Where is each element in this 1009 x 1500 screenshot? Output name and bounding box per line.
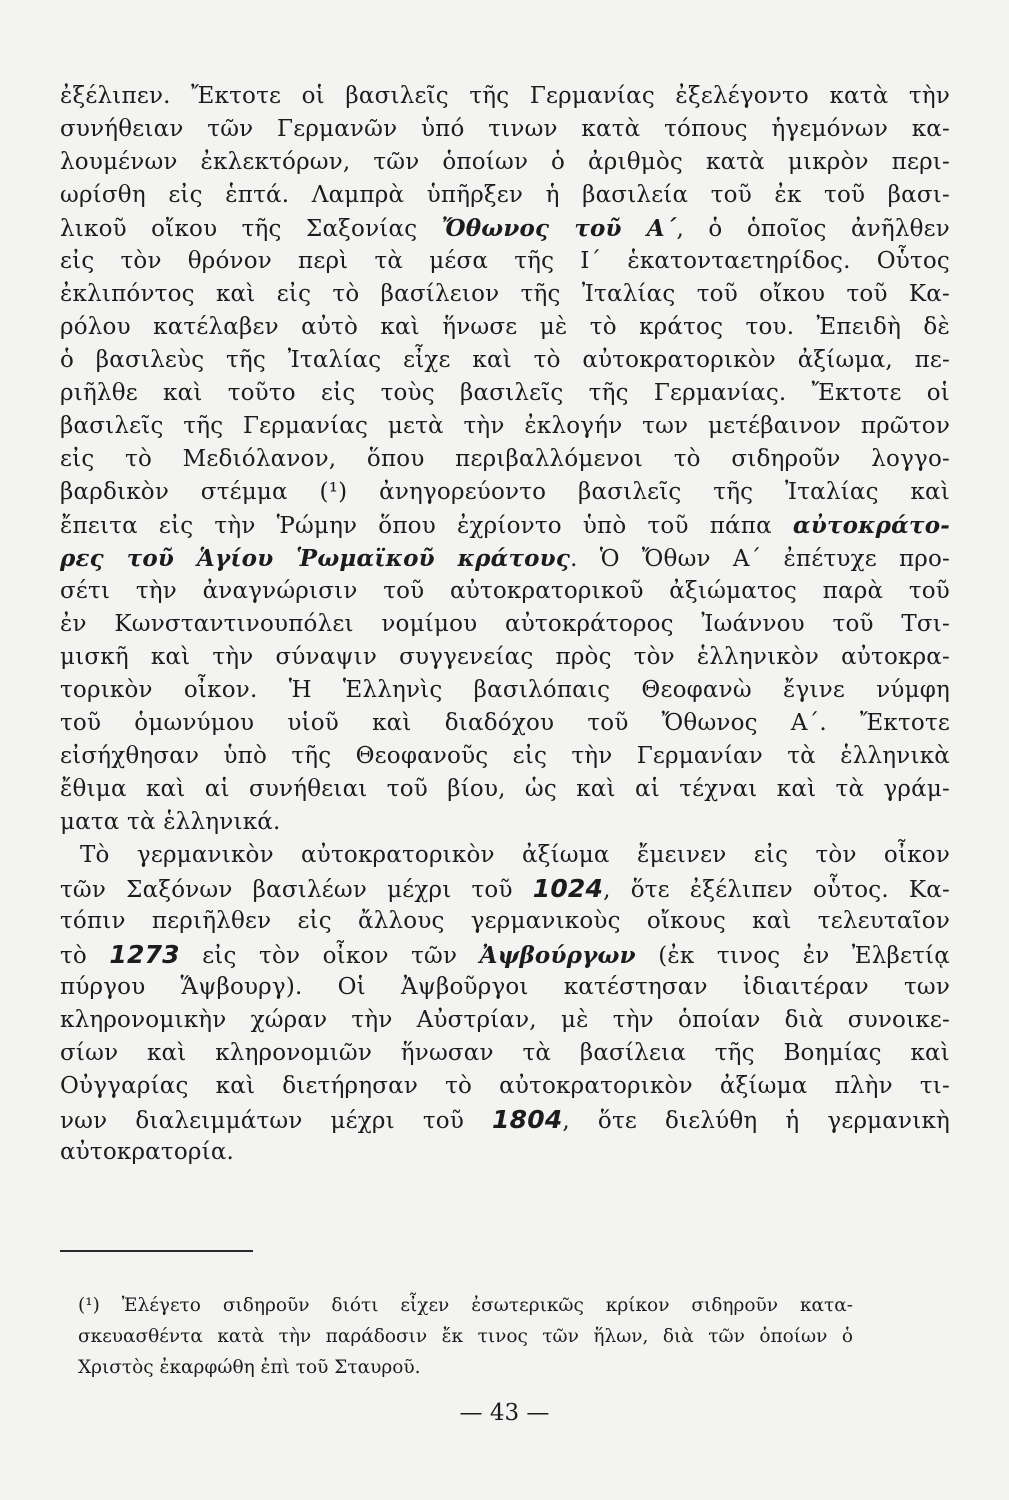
- text-segment: νων διαλειμμάτων μέχρι τοῦ: [60, 1108, 493, 1134]
- text-line: ὁ βασιλεὺς τῆς Ἰταλίας εἶχε καὶ τὸ αὐτοκρατορικὸν ἀξίωμα, πε-: [60, 347, 950, 373]
- main-text: [60, 80, 950, 1169]
- emphasis-emperors: αὐτοκράτο-: [792, 512, 950, 539]
- text-segment: τῶν Σαξόνων βασιλέων μέχρι τοῦ: [60, 877, 533, 903]
- text-segment: εἰς τὸν οἶκον τῶν: [179, 943, 480, 969]
- text-line: ἐν Κωνσταντινουπόλει νομίμου αὐτοκράτορος Ἰωάννου τοῦ Τσι-: [60, 611, 950, 637]
- text-line: πύργου Ἅψβουργ). Οἱ Ἀψβοῦργοι κατέστησαν ἰδιαιτέραν των: [60, 974, 950, 1000]
- text-line: [60, 1103, 950, 1136]
- text-line: βασιλεῖς τῆς Γερμανίας μετὰ τὴν ἐκλογήν των μετέβαινον πρῶτον: [60, 413, 950, 439]
- emphasis-holy-roman-empire: ρες τοῦ Ἁγίου Ῥωμαϊκοῦ κράτους: [60, 545, 571, 572]
- text-line: τοῦ ὁμωνύμου υἱοῦ καὶ διαδόχου τοῦ Ὄθωνος Α΄. Ἔκτοτε: [60, 710, 950, 736]
- emphasis-otto-i: Ὄθωνος τοῦ Α΄: [441, 215, 677, 242]
- text-segment: , ὅτε ἐξέλιπεν οὗτος. Κα-: [603, 877, 950, 903]
- text-line: ἐκλιπόντος καὶ εἰς τὸ βασίλειον τῆς Ἰταλίας τοῦ οἴκου τοῦ Κα-: [60, 281, 950, 307]
- text-line: λουμένων ἐκλεκτόρων, τῶν ὁποίων ὁ ἀριθμὸς κατὰ μικρὸν περι-: [60, 149, 950, 175]
- footnote-line: Χριστὸς ἐκαρφώθη ἐπὶ τοῦ Σταυροῦ.: [78, 1357, 421, 1378]
- text-line: εἰς τὸ Μεδιόλανον, ὅπου περιβαλλόμενοι τὸ σιδηροῦν λογγο-: [60, 446, 950, 472]
- text-line: [60, 542, 950, 575]
- text-line: [60, 509, 950, 542]
- footnote-line: σκευασθέντα κατὰ τὴν παράδοσιν ἔκ τινος τῶν ἥλων, διὰ τῶν ὁποίων ὁ: [78, 1326, 853, 1347]
- text-line: ριῆλθε καὶ τοῦτο εἰς τοὺς βασιλεῖς τῆς Γερμανίας. Ἔκτοτε οἱ: [60, 380, 950, 406]
- text-line: ρόλου κατέλαβεν αὐτὸ καὶ ἥνωσε μὲ τὸ κράτος του. Ἐπειδὴ δὲ: [60, 314, 950, 340]
- text-line: [60, 212, 950, 245]
- text-line: ἔθιμα καὶ αἱ συνήθειαι τοῦ βίου, ὡς καὶ αἱ τέχναι καὶ τὰ γράμ-: [60, 776, 950, 802]
- text-line: Τὸ γερμανικὸν αὐτοκρατορικὸν ἀξίωμα ἔμεινεν εἰς τὸν οἶκον: [80, 842, 950, 868]
- text-line: τόπιν περιῆλθεν εἰς ἄλλους γερμανικοὺς οἴκους καὶ τελευταῖον: [60, 908, 950, 934]
- text-line: συνήθειαν τῶν Γερμανῶν ὑπό τινων κατὰ τόπους ἡγεμόνων κα-: [60, 116, 950, 142]
- page-number: — 43 —: [459, 1400, 550, 1426]
- text-segment: ἔπειτα εἰς τὴν Ῥώμην ὅπου ἐχρίοντο ὑπὸ τοῦ πάπα: [60, 513, 793, 539]
- text-line: μισκῆ καὶ τὴν σύναψιν συγγενείας πρὸς τὸν ἑλληνικὸν αὐτοκρα-: [60, 644, 950, 670]
- footnote: [78, 1290, 853, 1383]
- text-segment: (ἐκ τινος ἐν Ἐλβετίᾳ: [635, 943, 950, 969]
- emphasis-habsburgs: Ἀψβούργων: [479, 942, 636, 969]
- year-1273: 1273: [109, 940, 180, 969]
- text-line: βαρδικὸν στέμμα (¹) ἀνηγορεύοντο βασιλεῖς τῆς Ἰταλίας καὶ: [60, 479, 950, 505]
- text-line: σέτι τὴν ἀναγνώρισιν τοῦ αὐτοκρατορικοῦ ἀξιώματος παρὰ τοῦ: [60, 578, 950, 604]
- text-segment: , ὁ ὁποῖος ἀνῆλθεν: [676, 216, 950, 242]
- year-1804: 1804: [492, 1105, 563, 1134]
- text-line: τορικὸν οἶκον. Ἡ Ἑλληνὶς βασιλόπαις Θεοφανὼ ἔγινε νύμφη: [60, 677, 950, 703]
- paragraph-1: [60, 80, 950, 839]
- text-line: [60, 872, 950, 905]
- text-segment: τὸ: [60, 943, 110, 969]
- text-line: Οὐγγαρίας καὶ διετήρησαν τὸ αὐτοκρατορικὸν ἀξίωμα πλὴν τι-: [60, 1073, 950, 1099]
- text-line: εἰσήχθησαν ὑπὸ τῆς Θεοφανοῦς εἰς τὴν Γερμανίαν τὰ ἑλληνικὰ: [60, 743, 950, 769]
- text-segment: , ὅτε διελύθη ἡ γερμανικὴ: [562, 1108, 950, 1134]
- text-line: ωρίσθη εἰς ἑπτά. Λαμπρὰ ὑπῆρξεν ἡ βασιλεία τοῦ ἐκ τοῦ βασι-: [60, 182, 950, 208]
- footnote-divider: [60, 1250, 253, 1252]
- text-line: ἐξέλιπεν. Ἔκτοτε οἱ βασιλεῖς τῆς Γερμανίας ἐξελέγοντο κατὰ τὴν: [60, 83, 950, 109]
- year-1024: 1024: [532, 874, 604, 903]
- text-line: ματα τὰ ἑλληνικά.: [60, 809, 281, 835]
- text-line: [60, 938, 950, 971]
- text-line: αὐτοκρατορία.: [60, 1139, 235, 1165]
- text-line: εἰς τὸν θρόνον περὶ τὰ μέσα τῆς Ι΄ ἑκατονταετηρίδος. Οὗτος: [60, 248, 950, 274]
- footnote-line: (¹) Ἐλέγετο σιδηροῦν διότι εἶχεν ἐσωτερικῶς κρίκον σιδηροῦν κατα-: [78, 1295, 853, 1316]
- text-segment: . Ὁ Ὄθων Α΄ ἐπέτυχε προ-: [570, 546, 950, 572]
- text-line: σίων καὶ κληρονομιῶν ἥνωσαν τὰ βασίλεια τῆς Βοημίας καὶ: [60, 1040, 950, 1066]
- text-segment: λικοῦ οἴκου τῆς Σαξονίας: [60, 216, 442, 242]
- paragraph-2: [60, 839, 950, 1169]
- text-line: κληρονομικὴν χώραν τὴν Αὐστρίαν, μὲ τὴν ὁποίαν διὰ συνοικε-: [60, 1007, 950, 1033]
